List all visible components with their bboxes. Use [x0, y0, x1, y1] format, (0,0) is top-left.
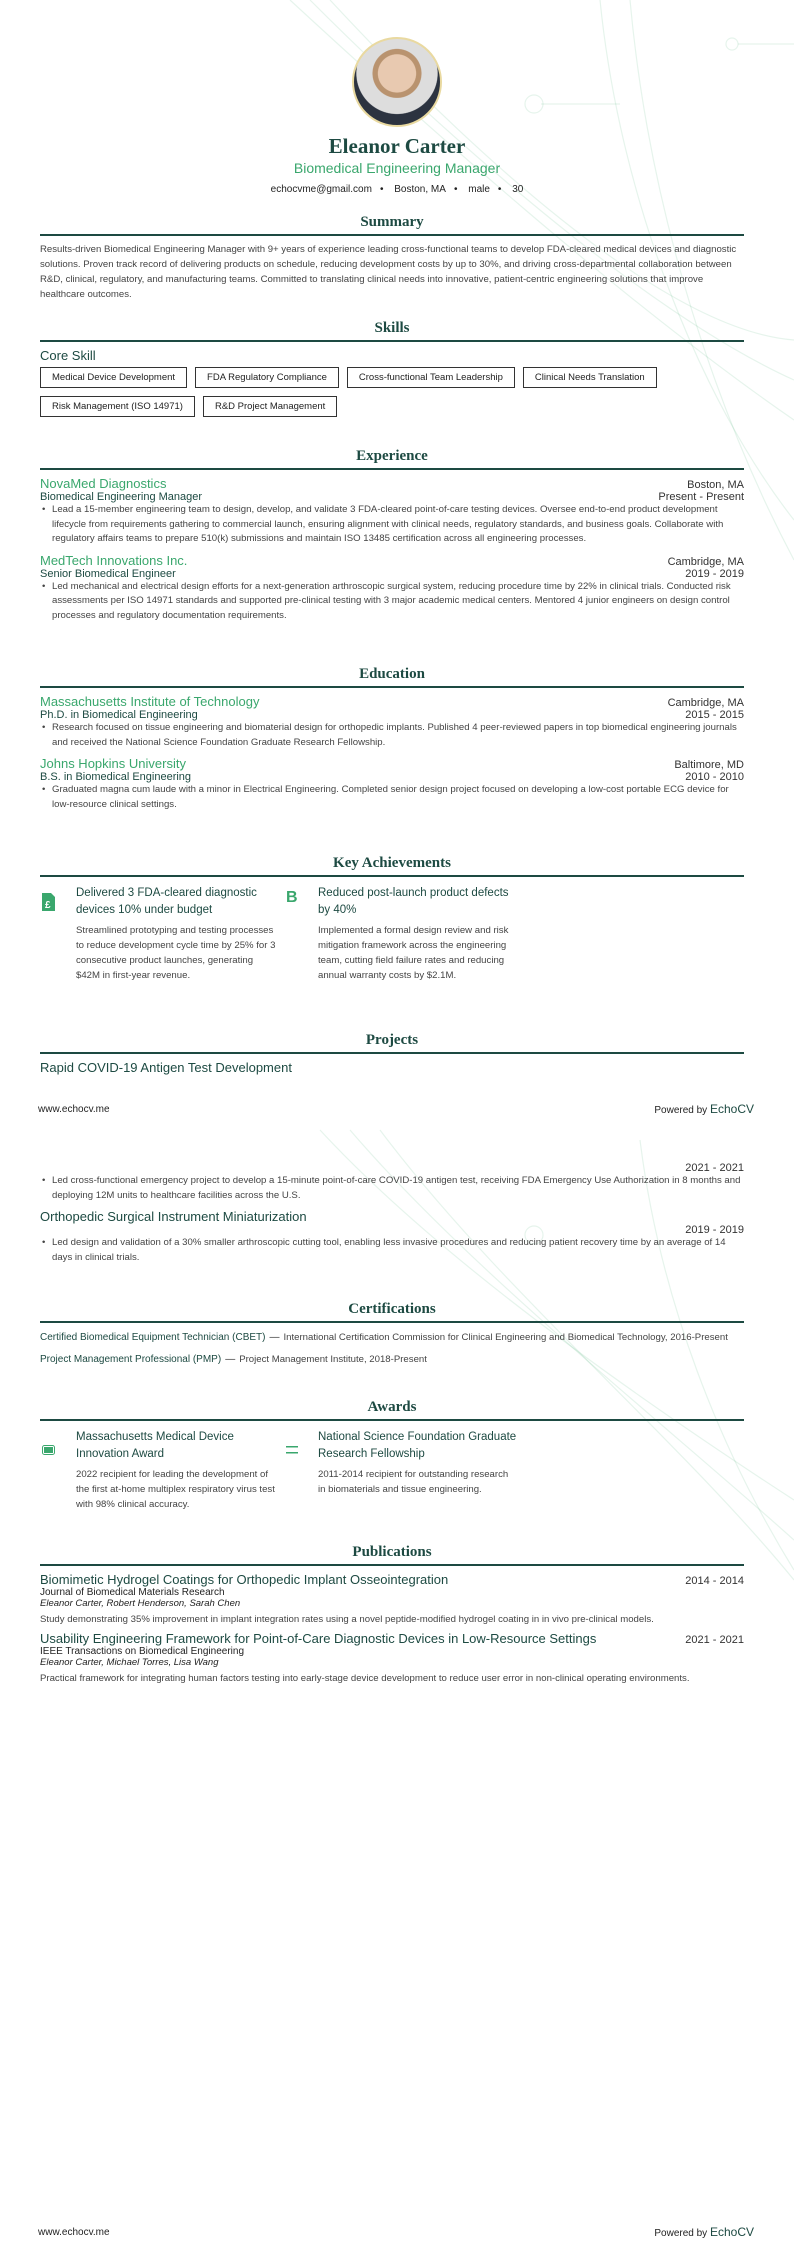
certifications-section [40, 1301, 744, 1367]
location: Cambridge, MA [667, 697, 744, 709]
section-heading: Key Achievements [40, 855, 744, 877]
award-item [318, 1429, 518, 1497]
dates: 2010 - 2010 [685, 771, 744, 783]
award-desc: 2022 recipient for leading the development of the first at-home multiplex respiratory virus test with 98% clinical accuracy. [76, 1469, 275, 1510]
dates: 2021 - 2021 [685, 1162, 744, 1174]
section-heading: Education [40, 666, 744, 688]
degree: B.S. in Biomedical Engineering [40, 771, 192, 783]
cert-detail: International Certification Commission for Clinical Engineering and Biomedical Technology, 2016-Present [283, 1332, 728, 1343]
skill-tags [40, 367, 744, 425]
job-title: Biomedical Engineering Manager [40, 491, 203, 503]
section-heading: Publications [40, 1544, 744, 1566]
svg-text:£: £ [45, 900, 51, 911]
project-title: Rapid COVID-19 Antigen Test Development [40, 1060, 292, 1075]
education-section [40, 666, 744, 812]
authors: Eleanor Carter, Robert Henderson, Sarah Chen [40, 1598, 241, 1609]
summary-text: Results-driven Biomedical Engineering Manager with 9+ years of experience leading cross-functional teams to develop FDA-cleared medical devices and diagnostic solutions. Proven track record of delivering products on schedule, reducing development costs by up to 30%, and driving cross-departmental collaboration between R&D, clinical, regulatory, and manufacturing teams. Committed to translating clinical needs into innovative, patient-centric engineering solutions that improve healthcare outcomes. [40, 244, 737, 300]
location: Cambridge, MA [667, 555, 744, 568]
cert-name: Project Management Professional (PMP) [40, 1354, 222, 1365]
section-heading: Summary [40, 214, 744, 236]
dates: 2019 - 2019 [685, 567, 744, 580]
bullet: • Led mechanical and electrical design efforts for a next-generation arthroscopic surgical system, reducing procedure time by 22% in clinical trials. Conducted risk assessments per ISO 14971 standards and supported pre-clinical testing with 3 major academic medical centers. Mentored 4 junior engineers on design control processes and regulatory documentation requirements. [40, 580, 744, 624]
achievement-title: Reduced post-launch product defects by 40% [318, 887, 509, 916]
achievement-desc: Streamlined prototyping and testing processes to reduce development cycle time by 25% for 3 consecutive product launches, generating $42M in first-year revenue. [76, 925, 276, 981]
achievement-desc: Implemented a formal design review and risk mitigation framework across the engineering team, cutting field failure rates and reducing annual warranty costs by $2.1M. [318, 925, 509, 981]
education-item [40, 694, 744, 750]
bullet: • Graduated magna cum laude with a minor in Electrical Engineering. Completed senior design project focused on developing a low-cost portable ECG device for low-resource clinical settings. [40, 783, 744, 812]
school: Johns Hopkins University [40, 756, 186, 771]
skill-tag: FDA Regulatory Compliance [195, 367, 339, 388]
achievements-section [40, 855, 744, 877]
brand: EchoCV [709, 2225, 754, 2239]
location: Boston, MA [394, 184, 446, 195]
footer-powered [654, 2225, 754, 2239]
footer-site-link[interactable]: www.echocv.me [38, 2227, 110, 2238]
bullet: • Led cross-functional emergency project to develop a 15-minute point-of-care COVID-19 antigen test, receiving FDA Emergency Use Authorization in 8 months and deploying 12M units to healthcare facilities across the U.S. [40, 1174, 744, 1203]
money-file-icon [42, 893, 56, 911]
experience-item [40, 476, 744, 547]
projects-continued [40, 1162, 744, 1265]
bold-b-icon: B [286, 889, 298, 906]
award-title: Massachusetts Medical Device Innovation Award [76, 1431, 234, 1460]
dates: 2014 - 2014 [685, 1575, 744, 1587]
contact-line: echocvme@gmail.com • Boston, MA • male • 30 [270, 184, 524, 195]
candidate-name: Eleanor Carter [328, 134, 466, 158]
summary-section [40, 214, 744, 302]
skills-section [40, 320, 744, 425]
experience-section [40, 448, 744, 623]
degree: Ph.D. in Biomedical Engineering [40, 709, 198, 721]
brand: EchoCV [709, 1102, 754, 1116]
dates: 2019 - 2019 [685, 1224, 744, 1236]
job-title: Senior Biomedical Engineer [40, 567, 176, 580]
publication-item [40, 1631, 744, 1686]
bullet: • Research focused on tissue engineering and biomaterial design for orthopedic implants. Published 4 peer-reviewed papers in top biomedical engineering journals and received the National Science Foundation Graduate Research Fellowship. [40, 721, 744, 750]
cert-name: Certified Biomedical Equipment Technician (CBET) [40, 1332, 266, 1343]
experience-item [40, 553, 744, 624]
skill-tag: Cross-functional Team Leadership [347, 367, 515, 388]
location: Baltimore, MD [674, 759, 744, 771]
publication-item [40, 1572, 744, 1627]
certification-item: Project Management Professional (PMP) — Project Management Institute, 2018-Present [40, 1354, 427, 1365]
location: Boston, MA [687, 479, 744, 491]
publication-title: Usability Engineering Framework for Point-of-Care Diagnostic Devices in Low-Resource Settings [40, 1631, 597, 1646]
footer-powered [654, 1102, 754, 1116]
section-heading: Awards [40, 1399, 744, 1421]
education-item [40, 756, 744, 812]
skill-tag: R&D Project Management [203, 396, 337, 417]
section-heading: Certifications [40, 1301, 744, 1323]
dates: Present - Present [658, 491, 744, 503]
footer-site-link[interactable]: www.echocv.me [38, 1104, 110, 1115]
cert-detail: Project Management Institute, 2018-Present [239, 1354, 427, 1365]
company: MedTech Innovations Inc. [40, 552, 188, 568]
projects-section [40, 1032, 744, 1075]
skill-tag: Risk Management (ISO 14971) [40, 396, 195, 417]
dates: 2015 - 2015 [685, 709, 744, 721]
achievement-item [45, 885, 276, 983]
achievement-item [286, 885, 518, 983]
school: Massachusetts Institute of Technology [40, 694, 260, 709]
skill-tag: Clinical Needs Translation [523, 367, 657, 388]
section-heading: Skills [40, 320, 744, 342]
journal: Journal of Biomedical Materials Research [40, 1587, 225, 1598]
authors: Eleanor Carter, Michael Torres, Lisa Wang [40, 1657, 219, 1668]
award-item [76, 1429, 276, 1512]
age: 30 [512, 184, 524, 195]
section-heading: Experience [40, 448, 744, 470]
publication-desc: Practical framework for integrating human factors testing into early-stage device development to reduce user error in non-clinical operating environments. [40, 1673, 690, 1684]
skill-group-label: Core Skill [40, 348, 96, 363]
publication-title: Biomimetic Hydrogel Coatings for Orthopedic Implant Osseointegration [40, 1572, 449, 1587]
company: NovaMed Diagnostics [40, 476, 167, 491]
certification-item: Certified Biomedical Equipment Technician (CBET) — International Certification Commission for Clinical Engineering and Biomedical Technology, 2016-Present [40, 1332, 728, 1343]
email[interactable]: echocvme@gmail.com [270, 184, 372, 195]
publications-section [40, 1544, 744, 1686]
award-title: National Science Foundation Graduate Research Fellowship [318, 1431, 517, 1460]
powered-label: Powered by [654, 1105, 708, 1116]
skill-tag: Medical Device Development [40, 367, 187, 388]
candidate-title: Biomedical Engineering Manager [293, 160, 501, 176]
awards-section [40, 1399, 744, 1421]
profile-photo [352, 37, 442, 127]
bullet: • Lead a 15-member engineering team to design, develop, and validate 3 FDA-cleared point-of-care testing devices. Oversee end-to-end product development lifecycle from requirements gathering to commercial launch, ensuring alignment with clinical needs, regulatory standards, and business goals. Collaborate with regulatory affairs teams to prepare 510(k) submissions and maintain ISO 13485 certification across all engineering processes. [40, 503, 744, 547]
gender: male [468, 184, 490, 195]
bullet: • Led design and validation of a 30% smaller arthroscopic cutting tool, enabling less invasive procedures and reducing patient recovery time by an average of 14 days in clinical trials. [40, 1236, 744, 1265]
dates: 2021 - 2021 [685, 1634, 744, 1646]
award-desc: 2011-2014 recipient for outstanding research in biomaterials and tissue engineering. [318, 1469, 509, 1495]
section-heading: Projects [40, 1032, 744, 1054]
publication-desc: Study demonstrating 35% improvement in implant integration rates using a novel peptide-modified hydrogel coating in in vivo pre-clinical models. [40, 1614, 654, 1625]
journal: IEEE Transactions on Biomedical Engineering [40, 1646, 245, 1657]
battery-icon [42, 1442, 56, 1460]
project-title: Orthopedic Surgical Instrument Miniaturization [40, 1209, 307, 1224]
equals-icon [286, 1442, 300, 1460]
achievement-title: Delivered 3 FDA-cleared diagnostic devices 10% under budget [76, 887, 257, 916]
powered-label: Powered by [654, 2228, 708, 2239]
